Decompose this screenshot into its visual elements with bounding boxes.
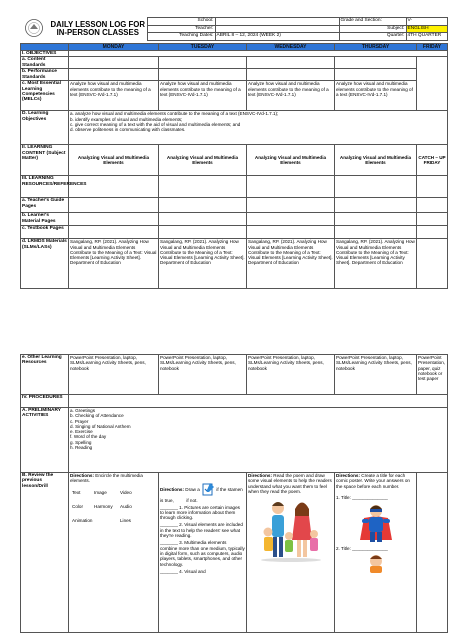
lrmds-tuesday: Sangalang, RP. (2021). Analyzing How Visual and Multimedia Elements Contribute to the Meaning of a Text: Visual Elements [Learning Activity Sheet]. Department of Education — [159, 239, 247, 289]
content-monday: Analyzing Visual and Multimedia Elements — [69, 145, 159, 176]
other-wednesday: PowerPoint Presentation, laptop, SLMs/Learning Activity Sheets, pens, notebook — [247, 355, 335, 395]
superhero-illustration — [356, 502, 396, 544]
day-thursday: THURSDAY — [335, 44, 417, 51]
objectives-label: I. OBJECTIVES — [21, 51, 69, 57]
learning-objectives-label: D. Learning Objectives — [21, 111, 69, 145]
performance-standards-label: b. Performance Standards — [21, 69, 69, 81]
list-item: c. Prayer — [70, 418, 89, 424]
list-item: a. Greetings — [70, 408, 96, 413]
other-tuesday: PowerPoint Presentation, laptop, SLMs/Learning Activity Sheets, pens, notebook — [159, 355, 247, 395]
grade-label: Grade and Section: — [339, 18, 406, 26]
pencil-check-icon — [201, 482, 215, 497]
teacher-label: Teacher: — [147, 25, 215, 33]
teacher-value — [215, 25, 339, 33]
lrmds-wednesday: Sangalang, RP. (2021). Analyzing How Visual and Multimedia Elements Contribute to the Meaning of a Text: Visual Elements [Learning Activity Sheet]. Department of Education — [247, 239, 335, 289]
list-item: h. Reading — [70, 445, 93, 451]
melc-tuesday: Analyze how visual and multimedia elements contribute to the meaning of a text (ENSVC-IVd-1.7.1) — [159, 81, 247, 111]
list-item: d. Singing of National Anthem — [70, 423, 131, 429]
title-blank-1: 1. Title: ______________ — [336, 494, 388, 500]
review-thursday: Directions: Create a title for each comic poster. Write your answers on the space before each number. 1. Title: ______________ 2. Title: ______________ — [335, 473, 417, 633]
list-item: e. Exercise — [70, 429, 93, 435]
melc-wednesday: Analyze how visual and multimedia elements contribute to the meaning of a text (ENSVC-IVd-1.7.1) — [247, 81, 335, 111]
cross-icon — [175, 497, 185, 502]
subject-label: Subject: — [339, 25, 406, 33]
list-item: g. Spelling — [70, 439, 92, 445]
day-corner — [21, 44, 69, 51]
other-thursday: PowerPoint Presentation, laptop, SLMs/Learning Activity Sheets, pens, notebook — [335, 355, 417, 395]
content-thursday: Analyzing Visual and Multimedia Elements — [335, 145, 417, 176]
school-label: School: — [147, 18, 215, 26]
lesson-table-1 — [20, 43, 448, 289]
content-tuesday: Analyzing Visual and Multimedia Elements — [159, 145, 247, 176]
learning-objectives-text: a. analyze how visual and multimedia elements contribute to the meaning of a text (ENSVC-IVd-1.7.1); b. identify examples of visual and multimedia elements; c. give correct meaning of a text with the aid of visual and multimedia elements; and d. observe politeness in communicating with classmates. — [69, 111, 448, 145]
preliminary-activities-label: A. PRELIMINARY ACTIVITIES — [21, 408, 69, 473]
lrmds-thursday: Sangalang, RP. (2021). Analyzing How Visual and Multimedia Elements Contribute to the Meaning of a Text: Visual Elements [Learning Activity Sheet]. Department of Education — [335, 239, 417, 289]
word-grid: Text Image Video Color Harmony Audio Animation Lines — [72, 489, 132, 524]
quarter-value: 4TH QUARTER — [406, 33, 447, 41]
textbook-pages-label: c. Textbook Pages — [21, 226, 69, 239]
other-resources-label: e. Other Learning Resources — [21, 355, 69, 395]
preliminary-list — [69, 408, 448, 473]
document-title: DAILY LESSON LOG FOR IN-PERSON CLASSES — [50, 20, 145, 37]
list-item: f. Word of the day — [70, 434, 107, 440]
review-wednesday: Directions: Read the poem and draw some visual elements to help the readers understand what you want them to feel when they read the poem. — [247, 473, 335, 633]
page-1 — [20, 17, 447, 289]
day-monday: MONDAY — [69, 44, 159, 51]
grade-value: V- — [406, 18, 447, 26]
learning-content-label: II. LEARNING CONTENT (Subject Matter) — [21, 145, 69, 176]
melcs-label: c. Most Essential Learning Competencies (MELCs) — [21, 81, 69, 111]
content-standards-label: a. Content Standards — [21, 57, 69, 69]
day-wednesday: WEDNESDAY — [247, 44, 335, 51]
header-table — [20, 17, 448, 41]
quarter-label: Quarter: — [339, 33, 406, 41]
lrmds-monday: Sangalang, RP. (2021). Analyzing How Visual and Multimedia Elements Contribute to the Meaning of a Text: Visual Elements [Learning Activity Sheet]. Department of Education — [69, 239, 159, 289]
deped-seal — [20, 18, 49, 41]
day-friday: FRIDAY — [417, 44, 448, 51]
review-label: B. Review the previous lesson/Drill — [21, 473, 69, 633]
title-blank-2: 2. Title: ______________ — [336, 546, 388, 552]
other-monday: PowerPoint Presentation, laptop, SLMs/Learning Activity Sheets, pens, notebook — [69, 355, 159, 395]
school-value — [215, 18, 339, 26]
review-tuesday: Directions: Draw a if the stamen is true, if not. _______ 1. Pictures are certain images to learn more information about them through clicking. _______ 2. Visual elements are included in the text to help the readers' see what they're reading. _______ 3. Multimedia elements combine more than one medium, typically in digital form, such as computers, audio players, tablets, smartphones, and other technology. _______ 4. Visual and — [159, 473, 247, 633]
other-friday: PowerPoint Presentation, paper, quiz notebook or test paper — [417, 355, 448, 395]
family-illustration — [256, 496, 326, 564]
child-illustration — [361, 553, 391, 573]
dates-value: ABRIL 8 – 12, 2024 (WEEK 2) — [215, 33, 339, 41]
subject-value: ENGLISH — [406, 25, 447, 33]
melc-thursday: Analyze how visual and multimedia elements contribute to the meaning of a text (ENSVC-IVd-1.7.1) — [335, 81, 417, 111]
list-item: b. Checking of Attendance — [70, 413, 124, 419]
review-monday: Directions: Encircle the multimedia elements. Text Image Video Color Harmony Audio Animation Lines — [69, 473, 159, 633]
lrmds-label: d. LRMDS Materials (SLMs/LASs) — [21, 239, 69, 289]
melc-monday: Analyze how visual and multimedia elements contribute to the meaning of a text (ENSVC-IVd-1.7.1) — [69, 81, 159, 111]
day-tuesday: TUESDAY — [159, 44, 247, 51]
page-2 — [20, 354, 447, 633]
learners-material-label: b. Learner's Material Pages — [21, 213, 69, 226]
learning-resources-label: III. LEARNING RESOURCES/REFERENCES — [21, 176, 69, 198]
procedures-label: IV. PROCEDURES — [21, 395, 69, 408]
content-friday: CATCH – UP FRIDAY — [417, 145, 448, 176]
teachers-guide-label: a. Teacher's Guide Pages — [21, 198, 69, 213]
dates-label: Teaching Dates: — [147, 33, 215, 41]
days-row — [21, 44, 448, 51]
content-wednesday: Analyzing Visual and Multimedia Elements — [247, 145, 335, 176]
lesson-table-2 — [20, 354, 448, 633]
